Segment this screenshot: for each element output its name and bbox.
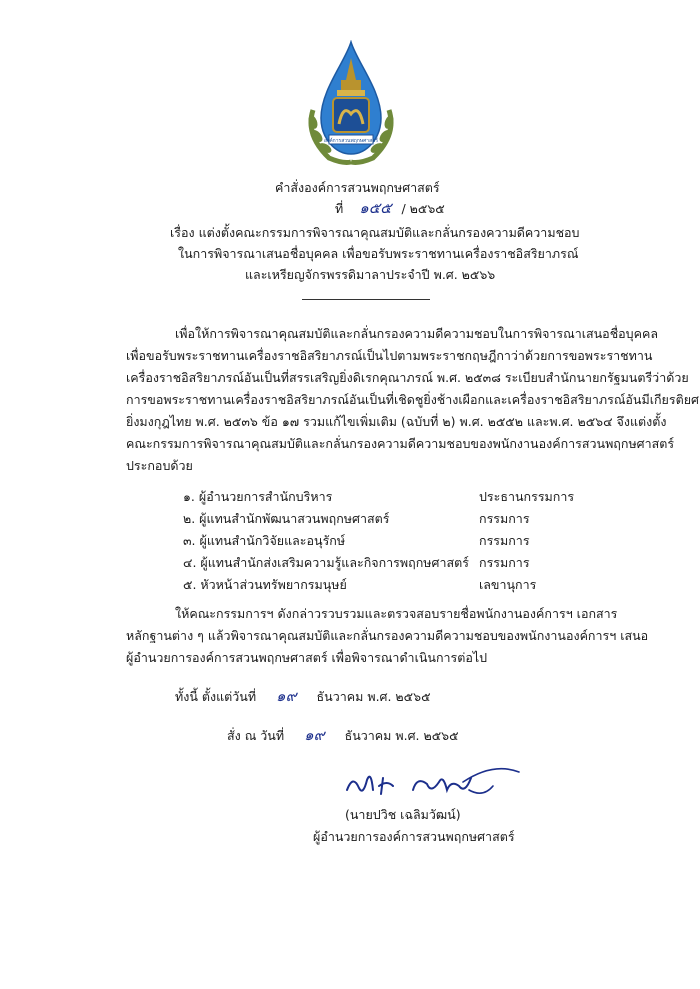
- member-name: ๓. ผู้แทนสำนักวิจัยและอนุรักษ์: [183, 533, 346, 548]
- para1-line-2: เพื่อขอรับพระราชทานเครื่องราชอิสริยาภรณ์เป็นไปตามพระราชกฤษฎีกาว่าด้วยการขอพระราชทาน: [126, 348, 653, 363]
- effective-date-month-year: ธันวาคม พ.ศ. ๒๕๖๕: [316, 689, 431, 704]
- effective-date-prefix: ทั้งนี้ ตั้งแต่วันที่: [175, 689, 257, 704]
- header-divider: [302, 299, 430, 300]
- order-number-year: / ๒๕๖๕: [401, 201, 445, 216]
- order-number-row: [335, 200, 445, 217]
- member-name: ๕. หัวหน้าส่วนทรัพยากรมนุษย์: [183, 577, 347, 592]
- order-number-prefix: ที่: [335, 201, 344, 216]
- para1-line-6: คณะกรรมการพิจารณาคุณสมบัติและกลั่นกรองความดีความชอบของพนักงานองค์การสวนพฤกษศาสตร์: [126, 436, 675, 451]
- effective-date-day: ๑๙: [276, 687, 297, 705]
- member-role: กรรมการ: [479, 533, 530, 548]
- handwritten-signature-icon: [343, 760, 523, 806]
- order-number-handwritten: ๑๕๕: [359, 199, 392, 217]
- ordered-date-month-year: ธันวาคม พ.ศ. ๒๕๖๕: [344, 728, 459, 743]
- para1-line-4: การขอพระราชทานเครื่องราชอิสริยาภรณ์อันเป็นที่เชิดชูยิ่งช้างเผือกและเครื่องราชอิสริยาภรณ์อันมีเกียรติยศ: [126, 392, 699, 407]
- para1-line-5: ยิ่งมงกุฎไทย พ.ศ. ๒๕๓๖ ข้อ ๑๗ รวมแก้ไขเพิ่มเติม (ฉบับที่ ๒) พ.ศ. ๒๕๕๒ และพ.ศ. ๒๕๖๔ จึงแต่งตั้ง: [126, 414, 667, 429]
- subject-line-2: ในการพิจารณาเสนอชื่อบุคคล เพื่อขอรับพระราชทานเครื่องราชอิสริยาภรณ์: [178, 246, 579, 261]
- ordered-date-row: [227, 727, 459, 744]
- member-role: ประธานกรรมการ: [479, 489, 575, 504]
- organization-logo-icon: [299, 40, 403, 165]
- member-name: ๑. ผู้อำนวยการสำนักบริหาร: [183, 489, 333, 504]
- para1-line-7: ประกอบด้วย: [126, 458, 193, 473]
- ordered-date-day: ๑๙: [304, 726, 325, 744]
- member-role: กรรมการ: [479, 555, 530, 570]
- signatory-position: ผู้อำนวยการองค์การสวนพฤกษศาสตร์: [313, 829, 515, 844]
- member-name: ๔. ผู้แทนสำนักส่งเสริมความรู้และกิจการพฤกษศาสตร์: [183, 555, 469, 570]
- para2-line-2: หลักฐานต่าง ๆ แล้วพิจารณาคุณสมบัติและกลั่นกรองความดีความชอบของพนักงานองค์การฯ เสนอ: [126, 628, 649, 643]
- member-name: ๒. ผู้แทนสำนักพัฒนาสวนพฤกษศาสตร์: [183, 511, 390, 526]
- ordered-date-prefix: สั่ง ณ วันที่: [227, 728, 285, 743]
- logo-caption: องค์การสวนพฤกษศาสตร์: [323, 138, 379, 144]
- para2-line-3: ผู้อำนวยการองค์การสวนพฤกษศาสตร์ เพื่อพิจารณาดำเนินการต่อไป: [126, 650, 488, 665]
- para2-line-1: ให้คณะกรรมการฯ ดังกล่าวรวบรวมและตรวจสอบรายชื่อพนักงานองค์การฯ เอกสาร: [175, 606, 618, 621]
- order-title: คำสั่งองค์การสวนพฤกษศาสตร์: [275, 180, 440, 195]
- subject-line-3: และเหรียญจักรพรรดิมาลาประจำปี พ.ศ. ๒๕๖๖: [245, 267, 496, 282]
- para1-line-3: เครื่องราชอิสริยาภรณ์อันเป็นที่สรรเสริญยิ่งดิเรกคุณาภรณ์ พ.ศ. ๒๕๓๘ ระเบียบสำนักนายกรัฐมนตรีว่าด้วย: [126, 370, 689, 385]
- member-role: กรรมการ: [479, 511, 530, 526]
- member-role: เลขานุการ: [479, 577, 537, 592]
- effective-date-row: [175, 688, 431, 705]
- para1-line-1: เพื่อให้การพิจารณาคุณสมบัติและกลั่นกรองความดีความชอบในการพิจารณาเสนอชื่อบุคคล: [175, 326, 659, 341]
- subject-line-1: เรื่อง แต่งตั้งคณะกรรมการพิจารณาคุณสมบัติและกลั่นกรองความดีความชอบ: [170, 225, 580, 240]
- signatory-name: (นายปวิช เฉลิมวัฒน์): [345, 807, 461, 822]
